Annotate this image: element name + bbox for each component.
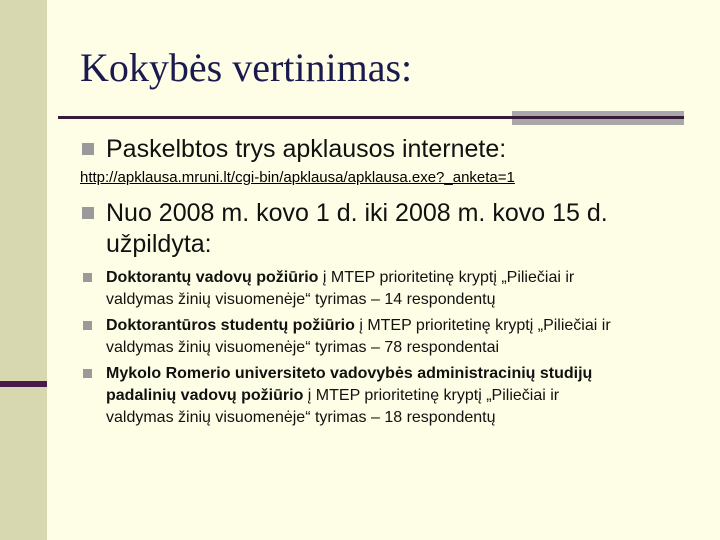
bullet-2-line-1: Nuo 2008 m. kovo 1 d. iki 2008 m. kovo 15 d. — [106, 199, 608, 227]
bullet-2-line-2: užpildyta: — [106, 230, 212, 258]
sub-item-2-rest: į MTEP prioritetinę kryptį „Piliečiai ir — [354, 317, 611, 334]
sub-bullet-square-icon — [83, 273, 92, 282]
survey-link[interactable]: http://apklausa.mruni.lt/cgi-bin/apklausa/apklausa.exe?_anketa=1 — [80, 169, 515, 186]
sub-bullet-square-icon — [83, 369, 92, 378]
sub-item-2-line-1 — [106, 315, 611, 337]
title-rule-accent-lower — [512, 121, 684, 125]
slide-title: Kokybės vertinimas: — [80, 45, 413, 90]
sub-item-1-line-1 — [106, 267, 574, 289]
bullet-square-icon — [82, 207, 94, 219]
sub-item-2-bold: Doktorantūros studentų požiūrio — [106, 317, 355, 334]
sub-item-1-bold: Doktorantų vadovų požiūrio — [106, 269, 319, 286]
bullet-1-text: Paskelbtos trys apklausos internete: — [106, 135, 507, 163]
sub-bullet-square-icon — [83, 321, 92, 330]
sub-item-1-rest: į MTEP prioritetinę kryptį „Piliečiai ir — [318, 269, 575, 286]
sub-item-3-bold-2: padalinių vadovų požiūrio — [106, 387, 304, 404]
sub-item-3-rest: į MTEP prioritetinę kryptį „Piliečiai ir — [303, 387, 560, 404]
sub-item-3-line-2 — [106, 385, 559, 407]
left-decorative-band — [0, 0, 47, 540]
bullet-square-icon — [82, 143, 94, 155]
sub-item-1-line-2: valdymas žinių visuomenėje“ tyrimas – 14 respondentų — [106, 291, 496, 308]
sub-item-3-bold: Mykolo Romerio universiteto vadovybės administracinių studijų — [106, 365, 593, 382]
title-rule — [58, 116, 684, 119]
sub-item-3-line-1 — [106, 363, 592, 385]
sub-item-3-line-3: valdymas žinių visuomenėje“ tyrimas – 18 respondentų — [106, 409, 496, 426]
sub-item-2-line-2: valdymas žinių visuomenėje“ tyrimas – 78 respondentai — [106, 339, 500, 356]
left-accent-tab — [0, 381, 47, 387]
